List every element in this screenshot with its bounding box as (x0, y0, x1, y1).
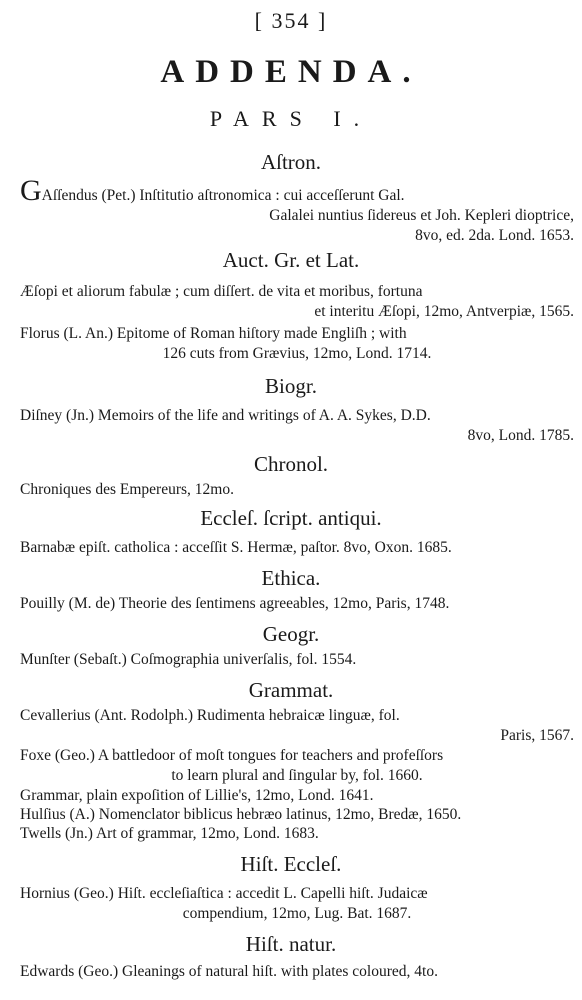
section-heading-hist-natur: Hiſt. natur. (245, 932, 337, 956)
entry-florus (20, 324, 574, 364)
entry-line: Æſopi et aliorum fabulæ ; cum diſſert. de vita et moribus, fortuna (20, 283, 423, 300)
page-number: [ 354 ] (254, 8, 328, 33)
drop-cap-initial: G (20, 174, 42, 207)
entry-line: Foxe (Geo.) A battledoor of moſt tongues for teachers and profeſſors (20, 747, 444, 764)
part-heading: PARS I. (209, 106, 373, 131)
entry-grammar-lillie (20, 786, 574, 806)
entry-barnabae (20, 538, 574, 558)
section-heading-chronol: Chronol. (253, 452, 329, 476)
section-heading-ethica: Ethica. (261, 566, 321, 590)
entry-line: Cevallerius (Ant. Rodolph.) Rudimenta hebraicæ linguæ, fol. (20, 707, 400, 724)
entry-line: Barnabæ epiſt. catholica : acceſſit S. Hermæ, paſtor. 8vo, Oxon. 1685. (20, 539, 452, 556)
section-heading-auct: Auct. Gr. et Lat. (222, 248, 360, 272)
section-heading-geogr: Geogr. (262, 622, 320, 646)
entry-line: Pouilly (M. de) Theorie des ſentimens agreeables, 12mo, Paris, 1748. (20, 595, 450, 612)
entry-hornius (20, 884, 574, 924)
entry-line: Diſney (Jn.) Memoirs of the life and writings of A. A. Sykes, D.D. (20, 407, 431, 424)
entry-twells (20, 824, 574, 844)
entry-chroniques (20, 480, 574, 500)
entry-line: 8vo, Lond. 1785. (467, 427, 574, 444)
section-heading-grammat: Grammat. (248, 678, 334, 702)
page-title: ADDENDA. (160, 54, 422, 90)
entry-munster (20, 650, 574, 670)
entry-line: et interitu Æſopi, 12mo, Antverpiæ, 1565. (314, 303, 574, 320)
entry-disney (20, 406, 574, 446)
entry-line: Hornius (Geo.) Hiſt. eccleſiaſtica : accedit L. Capelli hiſt. Judaicæ (20, 885, 428, 902)
entry-line: Hulſius (A.) Nomenclator biblicus hebræo latinus, 12mo, Bredæ, 1650. (20, 806, 462, 823)
entry-line: Aſſendus (Pet.) Inſtitutio aſtronomica : cui acceſſerunt Gal. (41, 187, 405, 204)
entry-cevallerius (20, 706, 574, 746)
entry-line: 126 cuts from Grævius, 12mo, Lond. 1714. (162, 345, 432, 362)
entry-gassendus (20, 174, 574, 246)
entry-line: compendium, 12mo, Lug. Bat. 1687. (182, 905, 412, 922)
section-heading-biogr: Biogr. (265, 374, 317, 398)
entry-hulsius (20, 805, 574, 825)
entry-line: to learn plural and ſingular by, fol. 1660. (171, 767, 423, 784)
entry-pouilly (20, 594, 574, 614)
entry-line: Chroniques des Empereurs, 12mo. (20, 481, 234, 498)
entry-line: Grammar, plain expoſition of Lillie's, 12mo, Lond. 1641. (20, 787, 374, 804)
entry-line: Paris, 1567. (500, 727, 574, 744)
entry-aesopi (20, 282, 574, 322)
entry-line: Twells (Jn.) Art of grammar, 12mo, Lond. 1683. (20, 825, 319, 842)
entry-line: Munſter (Sebaſt.) Coſmographia univerſalis, fol. 1554. (20, 651, 357, 668)
entry-line: 8vo, ed. 2da. Lond. 1653. (415, 227, 574, 244)
section-heading-eccles-script: Eccleſ. ſcript. antiqui. (200, 506, 382, 530)
entry-line: Florus (L. An.) Epitome of Roman hiſtory made Engliſh ; with (20, 325, 407, 342)
entry-line: Edwards (Geo.) Gleanings of natural hiſt. with plates coloured, 4to. (20, 963, 438, 980)
entry-edwards (20, 962, 574, 982)
entry-line: Galalei nuntius ſidereus et Joh. Kepleri dioptrice, (269, 207, 574, 224)
entry-foxe (20, 746, 574, 786)
section-heading-hist-eccles: Hiſt. Eccleſ. (240, 852, 342, 876)
section-heading-astron: Aſtron. (260, 150, 322, 174)
